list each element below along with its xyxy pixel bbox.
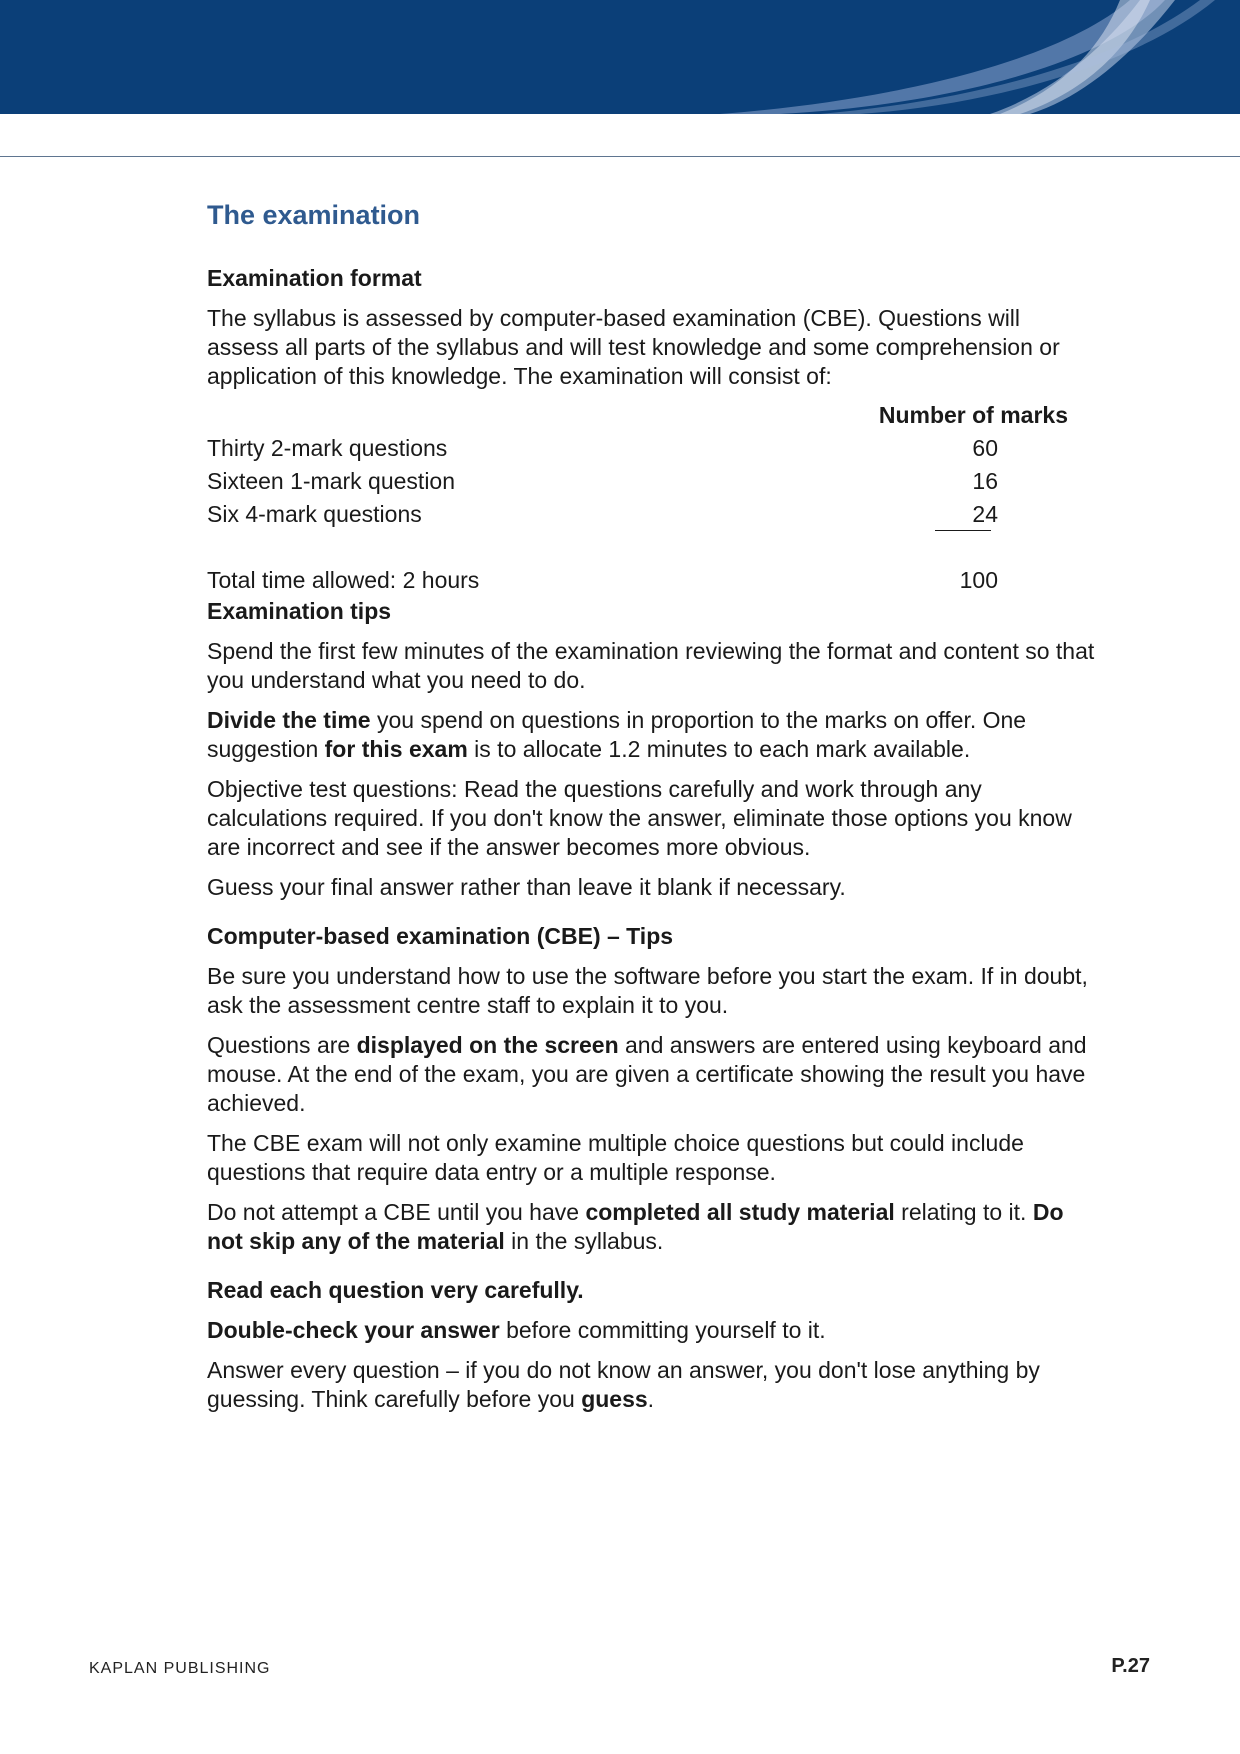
marks-row (207, 501, 998, 531)
emphasis-text: displayed on the screen (356, 1032, 619, 1058)
total-marks-value: 100 (959, 567, 998, 593)
tips-paragraph (207, 637, 1097, 695)
body-text: . (647, 1386, 655, 1412)
total-time-label: Total time allowed: 2 hours (207, 567, 480, 593)
emphasis-text: for this exam (324, 736, 468, 762)
cbe-paragraph (207, 962, 1097, 1020)
body-text: Questions are (207, 1032, 357, 1058)
tips-paragraph (207, 873, 1097, 902)
emphasis-text: completed all study material (585, 1199, 895, 1225)
marks-column-header: Number of marks (878, 402, 1068, 428)
marks-row-value: 16 (972, 468, 998, 494)
footer-publisher: KAPLAN PUBLISHING (89, 1660, 271, 1677)
body-text: Do not attempt a CBE until you have (207, 1199, 586, 1225)
cbe-final-paragraph (207, 1356, 1097, 1414)
read-carefully-heading: Read each question very carefully. (207, 1277, 584, 1303)
swoosh-decoration (0, 0, 1240, 114)
tips-paragraph (207, 775, 1097, 862)
cbe-final-paragraph (207, 1316, 1097, 1345)
body-text: in the syllabus. (504, 1228, 664, 1254)
body-text: Spend the first few minutes of the examination reviewing the format and content so that you understand what you need to do. (207, 638, 1095, 693)
emphasis-text: Do not skip any of the material (207, 1199, 1064, 1254)
format-heading: Examination format (207, 265, 422, 291)
marks-row-value: 24 (972, 501, 998, 527)
marks-row-label: Thirty 2-mark questions (207, 435, 448, 461)
body-text: Be sure you understand how to use the software before you start the exam. If in doubt, ask the assessment centre staff to explain it to you. (207, 963, 1088, 1018)
header-banner (0, 0, 1240, 114)
body-text: is to allocate 1.2 minutes to each mark available. (467, 736, 971, 762)
body-text: you spend on questions in proportion to the marks on offer. One suggestion (207, 707, 1027, 762)
cbe-paragraphs-final (207, 1316, 1097, 1414)
format-intro: The syllabus is assessed by computer-based examination (CBE). Questions will assess all parts of the syllabus and will test knowledge and some comprehension or application of this knowledge. The examination will consist of: (207, 305, 1060, 389)
marks-row-value: 60 (972, 435, 998, 461)
header-rule (0, 156, 1240, 157)
body-text: Answer every question – if you do not know an answer, you don't lose anything by guessing. Think carefully before you (207, 1357, 1040, 1412)
body-text: Guess your final answer rather than leave it blank if necessary. (207, 874, 846, 900)
tips-paragraph (207, 706, 1097, 764)
marks-row-label: Six 4-mark questions (207, 501, 422, 527)
cbe-heading: Computer-based examination (CBE) – Tips (207, 923, 674, 949)
body-text: relating to it. (894, 1199, 1033, 1225)
marks-row-label: Sixteen 1-mark question (207, 468, 456, 494)
body-text: The CBE exam will not only examine multiple choice questions but could include questions that require data entry or a multiple response. (207, 1130, 1024, 1185)
marks-row (207, 435, 998, 465)
emphasis-text: Divide the time (207, 707, 371, 733)
footer-page-number: P.27 (1111, 1655, 1150, 1677)
marks-table (207, 402, 1097, 593)
total-underline (935, 530, 991, 531)
marks-total-row (207, 567, 998, 597)
page-content (207, 200, 1097, 1425)
emphasis-text: guess (581, 1386, 648, 1412)
emphasis-text: Double-check your answer (207, 1317, 500, 1343)
tips-paragraphs (207, 637, 1097, 902)
marks-row (207, 468, 998, 498)
body-text: and answers are entered using keyboard and mouse. At the end of the exam, you are given a certificate showing the result you have achieved. (207, 1032, 1087, 1116)
body-text: Objective test questions: Read the questions carefully and work through any calculations required. If you don't know the answer, eliminate those options you know are incorrect and see if the answer becomes more obvious. (207, 776, 1072, 860)
tips-heading: Examination tips (207, 598, 392, 624)
cbe-paragraphs (207, 962, 1097, 1256)
cbe-paragraph (207, 1129, 1097, 1187)
cbe-paragraph (207, 1031, 1097, 1118)
cbe-paragraph (207, 1198, 1097, 1256)
body-text: before committing yourself to it. (499, 1317, 826, 1343)
page-title: The examination (207, 200, 421, 230)
